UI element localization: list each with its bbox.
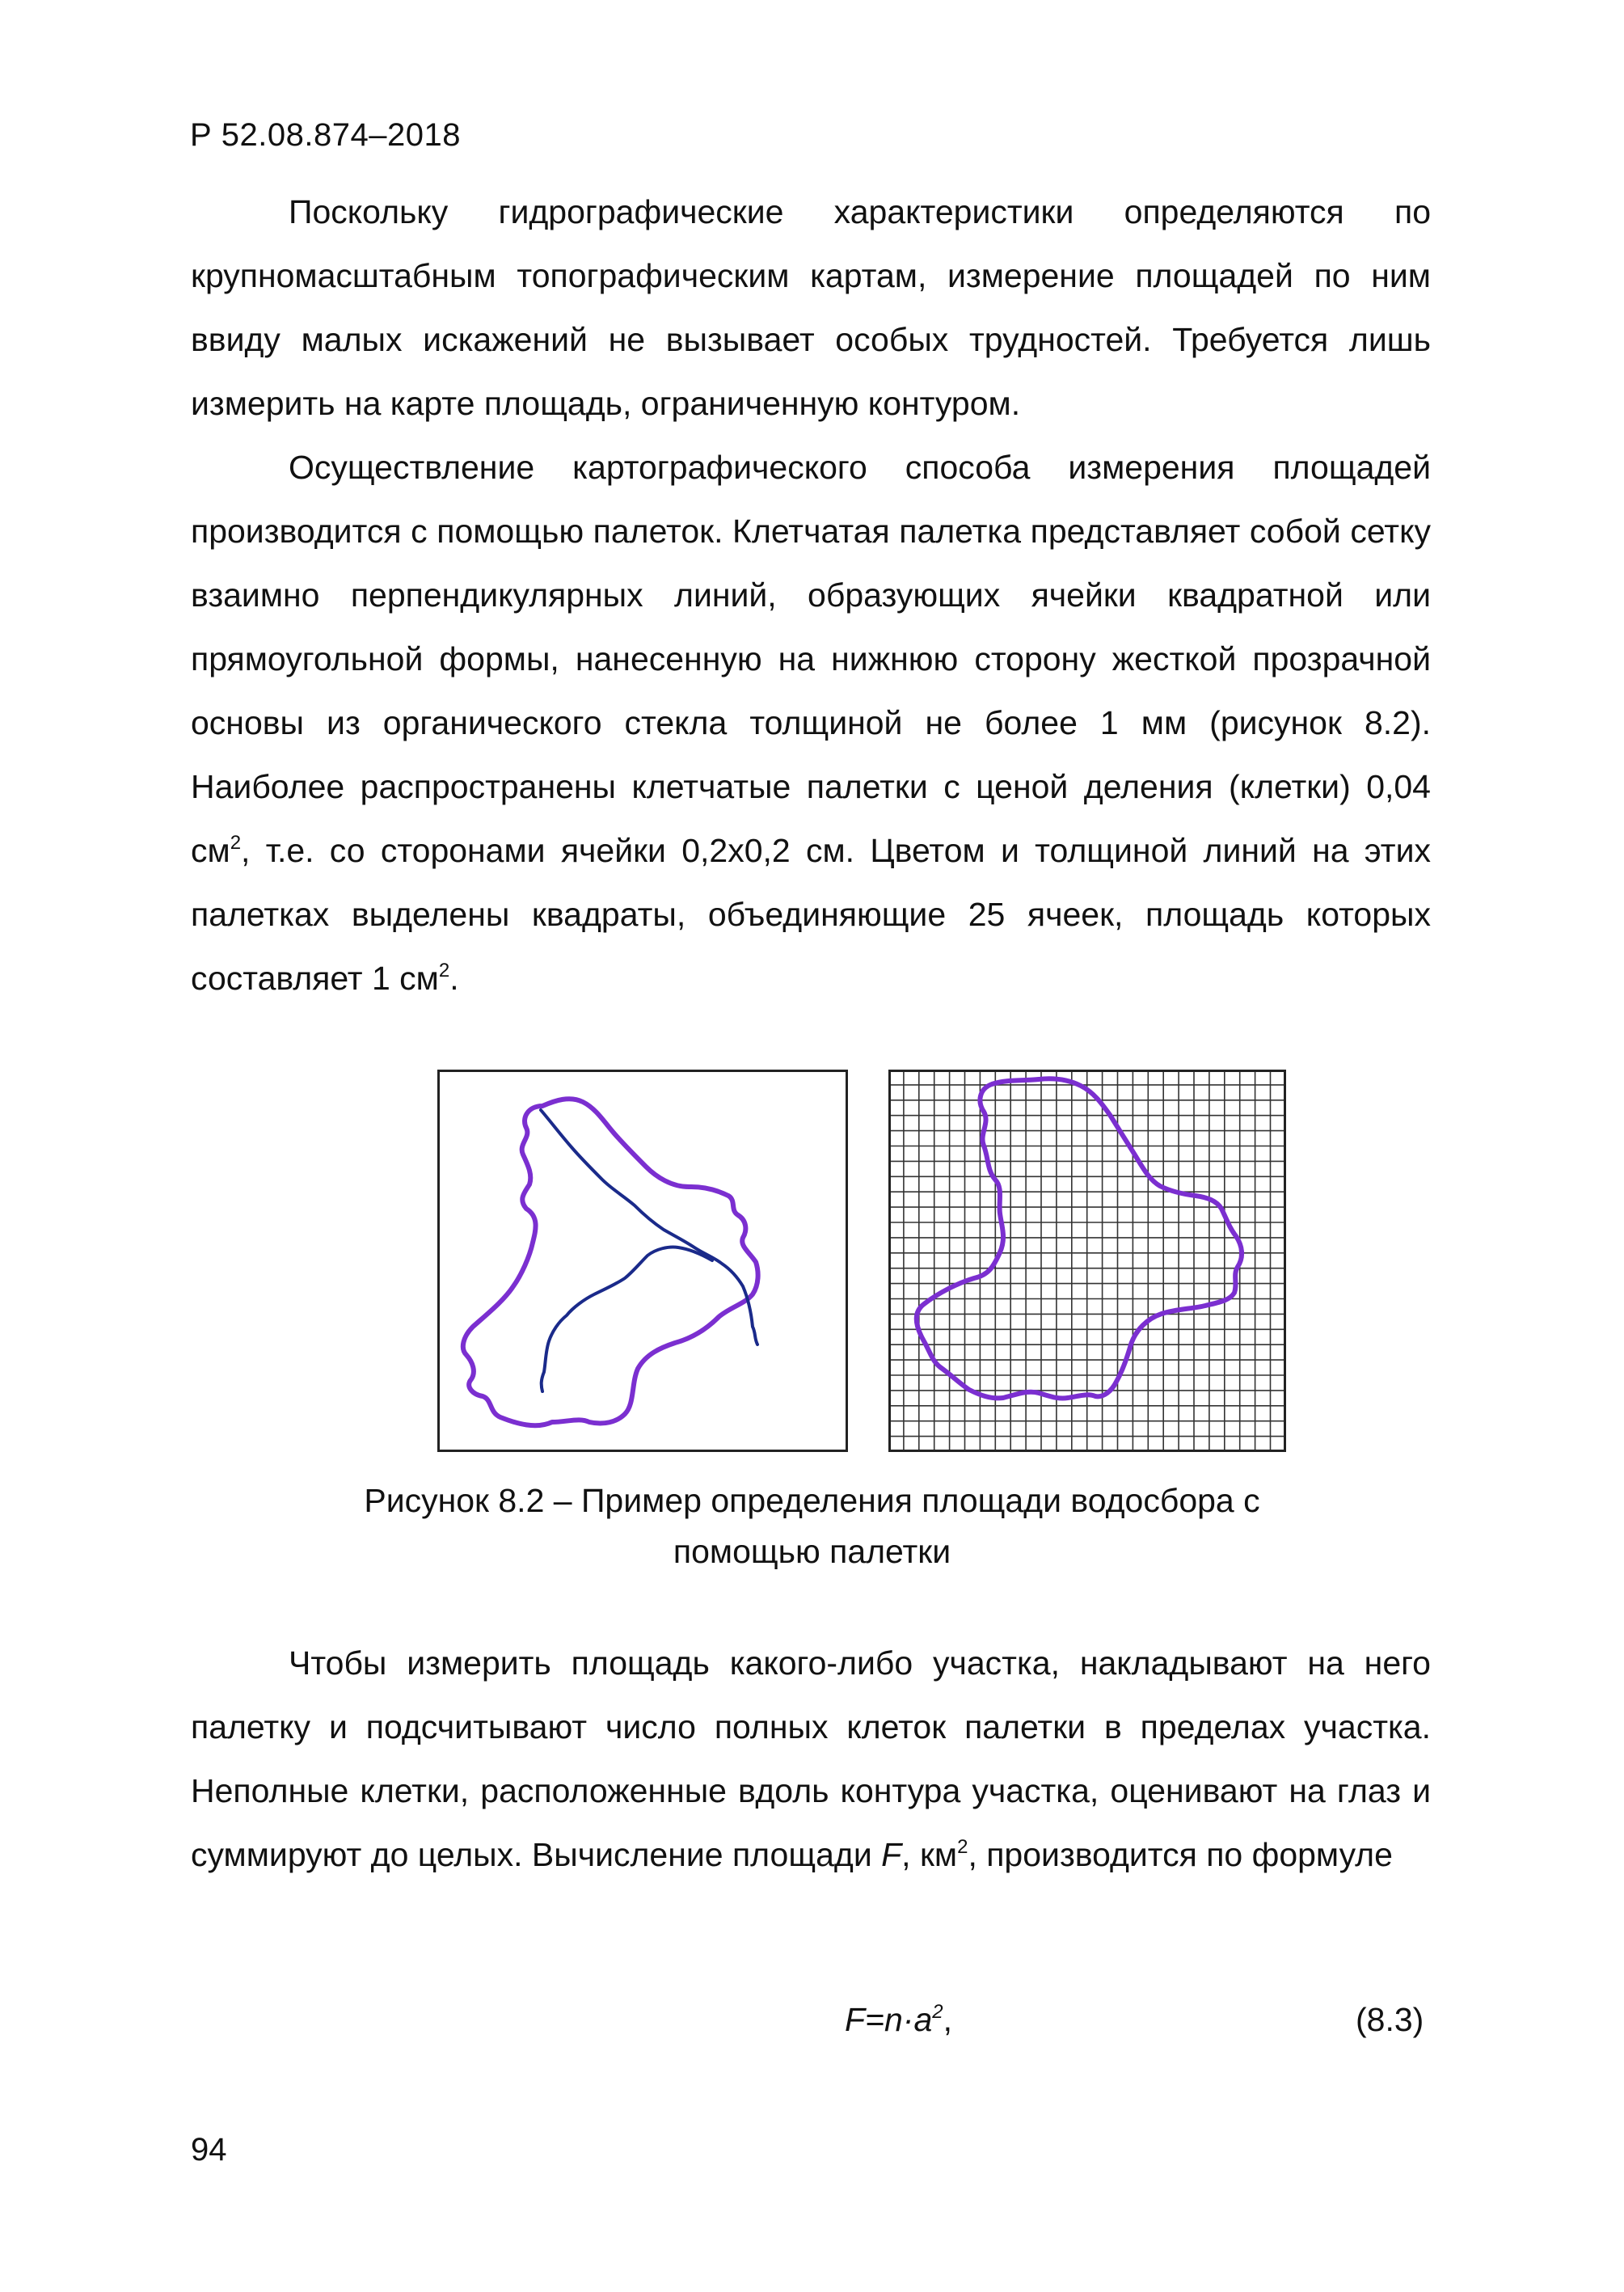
- page-number: 94: [191, 2132, 227, 2167]
- paragraph-2: [191, 436, 1431, 1011]
- paragraph-3: [191, 1631, 1431, 1887]
- superscript-squared: 2: [438, 960, 450, 981]
- document-code: Р 52.08.874–2018: [190, 117, 461, 153]
- grid-palette-panel: [888, 1070, 1286, 1452]
- formula-exponent: 2: [932, 2001, 943, 2023]
- formula-comma: ,: [943, 2001, 953, 2038]
- figure-caption-line-1: Рисунок 8.2 – Пример определения площади водосбора с: [364, 1482, 1260, 1519]
- catchment-map-panel: [437, 1070, 848, 1452]
- figure-caption: [0, 1475, 1624, 1577]
- paragraph-1: Поскольку гидрографические характеристики определяются по крупномасштабным топографическим картам, измерение площадей по ним ввиду малых искажений не вызывает особых трудностей. Требуется лишь измерить на карте площадь, ограниченную контуром.: [191, 193, 1431, 422]
- paragraph-2-part-c: .: [449, 960, 459, 997]
- formula-body: F=n·a: [845, 2001, 933, 2038]
- text-block-top: [191, 180, 1431, 1011]
- equation-number: (8.3): [1356, 2001, 1424, 2038]
- variable-f: F: [881, 1836, 902, 1873]
- paragraph-3-part-b: , км: [901, 1836, 958, 1873]
- text-block-bottom: [191, 1631, 1431, 1887]
- superscript-squared: 2: [230, 832, 242, 854]
- figure-8-2: [0, 1070, 1624, 1458]
- paragraph-3-part-c: , производится по формуле: [968, 1836, 1393, 1873]
- superscript-squared: 2: [957, 1836, 968, 1858]
- paragraph-3-part-a: Чтобы измерить площадь какого-либо участка, накладывают на него палетку и подсчитывают число полных клеток палетки в пределах участка. Неполные клетки, расположенные вдоль контура участка, оценивают на глаз и суммируют до целых. Вычисление площади: [191, 1644, 1431, 1873]
- paragraph-2-part-a: Осуществление картографического способа измерения площадей производится с помощью палеток. Клетчатая палетка представляет собой сетку взаимно перпендикулярных линий, образующих ячейки квадратной или прямоугольной формы, нанесенную на нижнюю сторону жесткой прозрачной основы из органического стекла толщиной не более 1 мм (рисунок 8.2). Наиболее распространены клетчатые палетки с ценой деления (клетки) 0,04 см: [191, 449, 1431, 869]
- paragraph-2-part-b: , т.е. со сторонами ячейки 0,2х0,2 см. Цветом и толщиной линий на этих палетках выделены квадраты, объединяющие 25 ячеек, площадь которых составляет 1 см: [191, 832, 1431, 997]
- figure-caption-line-2: помощью палетки: [673, 1533, 951, 1570]
- formula-8-3: [845, 2001, 952, 2039]
